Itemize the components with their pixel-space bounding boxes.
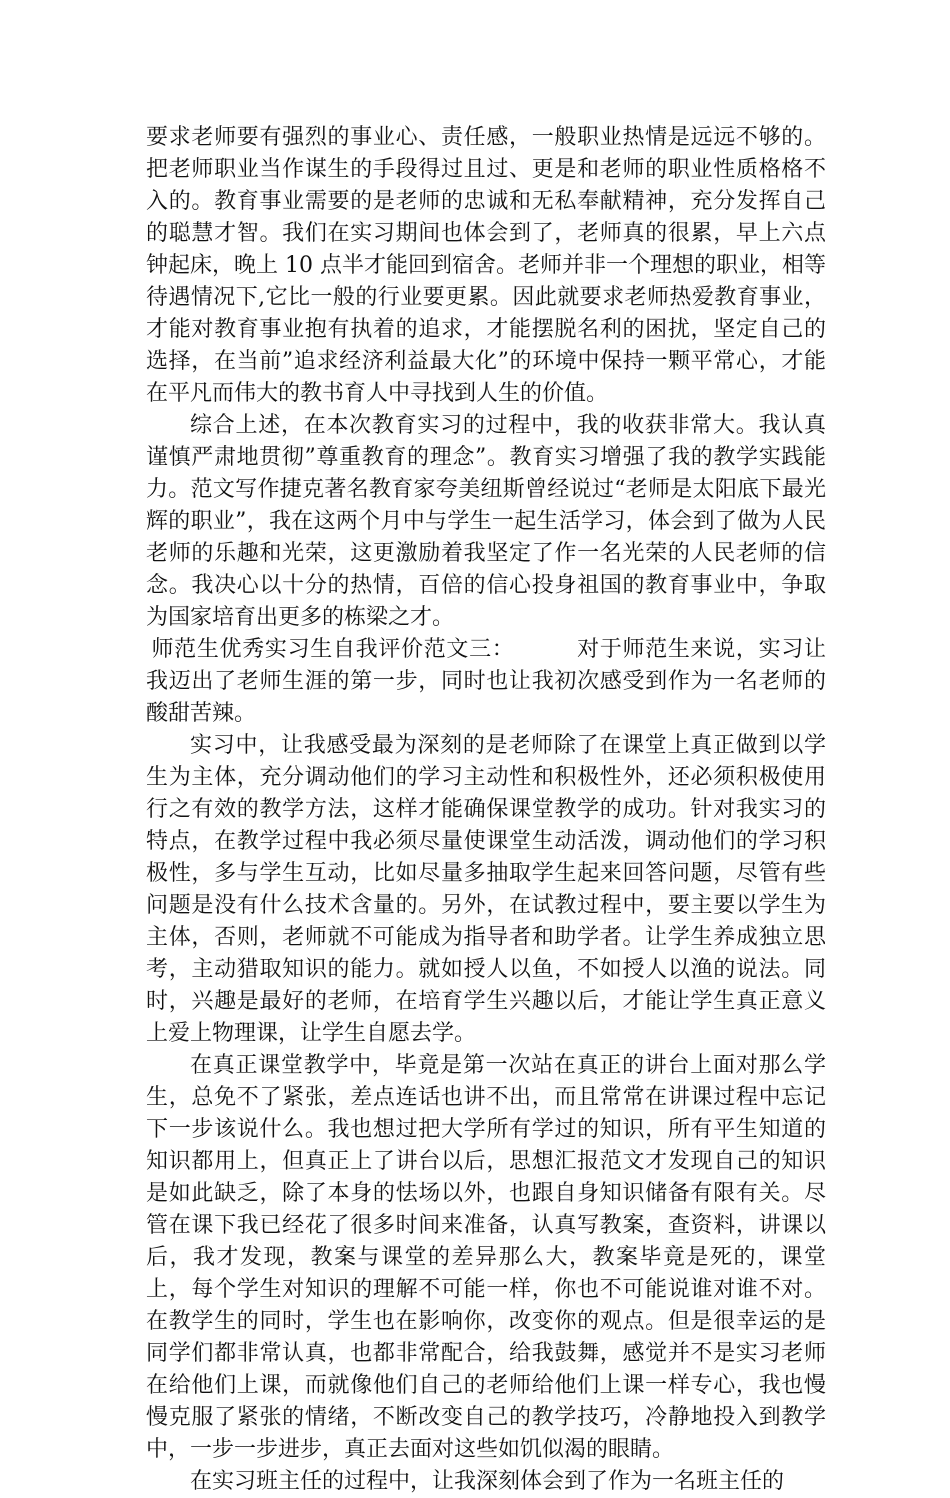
section-heading: 师范生优秀实习生自我评价范文三：: [151, 637, 515, 662]
paragraph-5: 在真正课堂教学中，毕竟是第一次站在真正的讲台上面对那么学生，总免不了紧张，差点连话也讲不出，而且常常在讲课过程中忘记下一步该说什么。我也想过把大学所有学过的知识，所有平生知道的知识都用上，但真正上了讲台以后，思想汇报范文才发现自己的知识是如此缺乏，除了本身的怯场以外，也跟自身知识储备有限有关。尽管在课下我已经花了很多时间来准备，认真写教案，查资料，讲课以后，我才发现，教案与课堂的差异那么大，教案毕竟是死的，课堂上，每个学生对知识的理解不可能一样，你也不可能说谁对谁不对。在教学生的同时，学生也在影响你，改变你的观点。但是很幸运的是同学们都非常认真，也都非常配合，给我鼓舞，感觉并不是实习老师在给他们上课，而就像他们自己的老师给他们上课一样专心，我也慢慢克服了紧张的情绪，不断改变自己的教学技巧，冷静地投入到教学中，一步一步进步，真正去面对这些如饥似渴的眼睛。: [146, 1053, 826, 1462]
document-page: [146, 122, 826, 1498]
paragraph-4: 实习中，让我感受最为深刻的是老师除了在课堂上真正做到以学生为主体，充分调动他们的学习主动性和积极性外，还必须积极使用行之有效的教学方法，这样才能确保课堂教学的成功。针对我实习的特点，在教学过程中我必须尽量使课堂生动活泼，调动他们的学习积极性，多与学生互动，比如尽量多抽取学生起来回答问题，尽管有些问题是没有什么技术含量的。另外，在试教过程中，要主要以学生为主体，否则，老师就不可能成为指导者和助学者。让学生养成独立思考，主动猎取知识的能力。就如授人以鱼，不如授人以渔的说法。同时，兴趣是最好的老师，在培育学生兴趣以后，才能让学生真正意义上爱上物理课，让学生自愿去学。: [146, 733, 826, 1046]
section-intro-text: 对于师范生来说，实习让我迈出了老师生涯的第一步，同时也让我初次感受到作为一名老师的酸甜苦辣。: [146, 637, 826, 726]
paragraph-1: 要求老师要有强烈的事业心、责任感，一般职业热情是远远不够的。把老师职业当作谋生的手段得过且过、更是和老师的职业性质格格不入的。教育事业需要的是老师的忠诚和无私奉献精神，充分发挥自己的聪慧才智。我们在实习期间也体会到了，老师真的很累，早上六点钟起床，晚上 10 点半才能回到宿舍。老师并非一个理想的职业，相等待遇情况下,它比一般的行业要更累。因此就要求老师热爱教育事业，才能对教育事业抱有执着的追求，才能摆脱名利的困扰，坚定自己的选择，在当前”追求经济利益最大化”的环境中保持一颗平常心，才能在平凡而伟大的教书育人中寻找到人生的价值。: [146, 125, 826, 406]
paragraph-6: 在实习班主任的过程中，让我深刻体会到了作为一名班主任的: [190, 1469, 785, 1494]
paragraph-2: 综合上述，在本次教育实习的过程中，我的收获非常大。我认真谨慎严肃地贯彻”尊重教育的理念”。教育实习增强了我的教学实践能力。范文写作捷克著名教育家夸美纽斯曾经说过“老师是太阳底下最光辉的职业”，我在这两个月中与学生一起生活学习，体会到了做为人民老师的乐趣和光荣，这更激励着我坚定了作一名光荣的人民老师的信念。我决心以十分的热情，百倍的信心投身祖国的教育事业中，争取为国家培育出更多的栋梁之才。: [146, 413, 826, 630]
paragraph-3: [146, 634, 826, 730]
